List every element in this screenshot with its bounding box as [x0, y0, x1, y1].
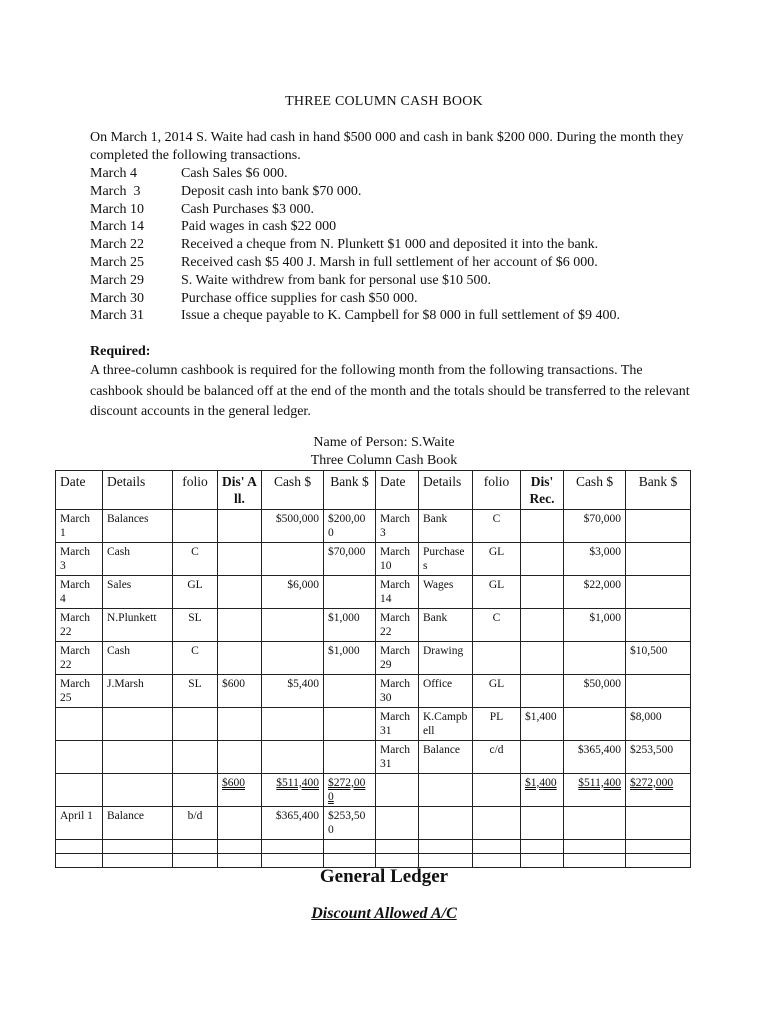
- cell-date: [56, 840, 103, 854]
- header-date: Date: [376, 471, 419, 510]
- cell-cash: [564, 807, 626, 840]
- cell-discount-allowed: [218, 840, 262, 854]
- cell-details: Office: [419, 675, 473, 708]
- cell-folio: [173, 741, 218, 774]
- header-details: Details: [103, 471, 173, 510]
- cell-cash: $500,000: [262, 510, 324, 543]
- header-cash: Cash $: [262, 471, 324, 510]
- cell-folio: [473, 642, 521, 675]
- cell-date: April 1: [56, 807, 103, 840]
- cell-folio: SL: [173, 609, 218, 642]
- header-folio: folio: [173, 471, 218, 510]
- cashbook-title: Three Column Cash Book: [310, 453, 458, 468]
- required-text: A three-column cashbook is required for the following month from the following transactions. The cashbook should be balanced off at the end of the month and the totals should be transferred to the relevant discount accounts in the general ledger.: [90, 363, 690, 419]
- cell-bank: $1,000: [324, 609, 376, 642]
- transaction-text: Cash Purchases $3 000.: [181, 201, 314, 217]
- transaction-item: [90, 218, 620, 236]
- cell-cash: $1,000: [564, 609, 626, 642]
- cell-folio: C: [173, 642, 218, 675]
- transaction-date: March 10: [90, 201, 145, 217]
- cell-bank: [324, 708, 376, 741]
- transaction-date: March 14: [90, 219, 145, 235]
- header-discount-received: Dis' Rec.: [521, 471, 564, 510]
- cell-discount-received: [521, 675, 564, 708]
- transaction-item: [90, 272, 620, 290]
- transaction-text: Issue a cheque payable to K. Campbell for $8 000 in full settlement of $9 400.: [181, 308, 620, 324]
- cell-folio: c/d: [473, 741, 521, 774]
- cell-bank: [626, 840, 691, 854]
- cell-details: Sales: [103, 576, 173, 609]
- cell-details: Balance: [103, 807, 173, 840]
- cell-bank: [626, 609, 691, 642]
- cell-discount-received: [521, 642, 564, 675]
- cell-bank: $253,500: [626, 741, 691, 774]
- cell-cash: $22,000: [564, 576, 626, 609]
- table-row: [56, 741, 691, 774]
- table-row: [56, 642, 691, 675]
- transaction-item: [90, 165, 620, 183]
- cell-date: March 1: [56, 510, 103, 543]
- cell-cash: $511,400: [262, 774, 324, 807]
- cell-cash: [564, 840, 626, 854]
- transaction-text: Paid wages in cash $22 000: [181, 219, 337, 235]
- transaction-item: [90, 236, 620, 254]
- table-row: [56, 675, 691, 708]
- transaction-date: March 4: [90, 166, 138, 181]
- table-row: [56, 609, 691, 642]
- page-title: THREE COLUMN CASH BOOK: [285, 94, 483, 109]
- cell-date: [56, 774, 103, 807]
- cell-date: March 22: [56, 642, 103, 675]
- cell-date: March 30: [376, 675, 419, 708]
- cell-cash: [564, 708, 626, 741]
- cell-discount-allowed: [218, 642, 262, 675]
- cell-discount-received: [521, 741, 564, 774]
- header-details: Details: [419, 471, 473, 510]
- cell-bank: $272,000: [324, 774, 376, 807]
- cell-discount-received: $1,400: [521, 774, 564, 807]
- cell-details: [103, 774, 173, 807]
- cell-folio: PL: [473, 708, 521, 741]
- cell-discount-allowed: [218, 708, 262, 741]
- cell-bank: [626, 510, 691, 543]
- cell-discount-received: [521, 543, 564, 576]
- cell-bank: [626, 543, 691, 576]
- name-of-person: Name of Person: S.Waite: [313, 435, 455, 450]
- cell-details: [103, 708, 173, 741]
- cell-discount-allowed: $600: [218, 675, 262, 708]
- cell-bank: [324, 840, 376, 854]
- cell-date: March 22: [56, 609, 103, 642]
- transaction-text: Purchase office supplies for cash $50 000.: [181, 290, 418, 306]
- cell-folio: C: [173, 543, 218, 576]
- header-folio: folio: [473, 471, 521, 510]
- cell-date: [376, 840, 419, 854]
- cell-folio: [173, 510, 218, 543]
- discount-allowed-heading: Discount Allowed A/C: [311, 905, 457, 922]
- cell-cash: [262, 840, 324, 854]
- header-date: Date: [56, 471, 103, 510]
- cashbook-table: [55, 470, 691, 868]
- cell-discount-allowed: [218, 576, 262, 609]
- transaction-text: Deposit cash into bank $70 000.: [181, 183, 362, 199]
- cell-cash: [262, 609, 324, 642]
- cell-bank: [324, 576, 376, 609]
- cell-folio: b/d: [173, 807, 218, 840]
- header-discount-allowed: Dis' All.: [218, 471, 262, 510]
- cell-folio: GL: [173, 576, 218, 609]
- cell-discount-allowed: [218, 543, 262, 576]
- cell-folio: [173, 774, 218, 807]
- cell-discount-allowed: [218, 609, 262, 642]
- cell-cash: [262, 642, 324, 675]
- transaction-text: Cash Sales $6 000.: [181, 166, 288, 181]
- transaction-list: [90, 165, 620, 325]
- cell-date: March 3: [56, 543, 103, 576]
- cell-folio: GL: [473, 543, 521, 576]
- table-row: [56, 807, 691, 840]
- cell-cash: [262, 543, 324, 576]
- cell-folio: [173, 840, 218, 854]
- cell-folio: GL: [473, 675, 521, 708]
- cell-discount-received: [521, 840, 564, 854]
- cell-date: March 31: [376, 708, 419, 741]
- cell-bank: [626, 576, 691, 609]
- cell-bank: $8,000: [626, 708, 691, 741]
- cell-details: Cash: [103, 543, 173, 576]
- cell-date: March 14: [376, 576, 419, 609]
- cell-cash: [564, 642, 626, 675]
- cell-details: N.Plunkett: [103, 609, 173, 642]
- cell-folio: [173, 708, 218, 741]
- cell-bank: [626, 807, 691, 840]
- cell-folio: [473, 840, 521, 854]
- required-label: Required:: [90, 344, 151, 359]
- cell-cash: $3,000: [564, 543, 626, 576]
- cell-details: Bank: [419, 609, 473, 642]
- cell-cash: $70,000: [564, 510, 626, 543]
- transaction-date: March 29: [90, 272, 145, 288]
- cell-date: [376, 774, 419, 807]
- cell-details: [419, 807, 473, 840]
- cell-bank: $272,000: [626, 774, 691, 807]
- table-row: [56, 543, 691, 576]
- cell-cash: $5,400: [262, 675, 324, 708]
- cell-details: [103, 840, 173, 854]
- cell-date: [376, 807, 419, 840]
- cell-cash: $365,400: [564, 741, 626, 774]
- cell-details: Balances: [103, 510, 173, 543]
- cell-discount-received: [521, 576, 564, 609]
- cell-folio: [473, 807, 521, 840]
- cell-details: Bank: [419, 510, 473, 543]
- transaction-date: March 22: [90, 237, 145, 253]
- cell-bank: $10,500: [626, 642, 691, 675]
- transaction-date: March 30: [90, 290, 145, 306]
- cell-date: March 25: [56, 675, 103, 708]
- transaction-date: March 3: [90, 183, 141, 199]
- cell-date: March 29: [376, 642, 419, 675]
- cell-folio: GL: [473, 576, 521, 609]
- cell-folio: C: [473, 609, 521, 642]
- cell-bank: $253,500: [324, 807, 376, 840]
- cell-cash: $365,400: [262, 807, 324, 840]
- cell-discount-allowed: [218, 741, 262, 774]
- cell-folio: [473, 774, 521, 807]
- header-bank: Bank $: [324, 471, 376, 510]
- cell-details: J.Marsh: [103, 675, 173, 708]
- cell-date: March 4: [56, 576, 103, 609]
- cell-date: March 22: [376, 609, 419, 642]
- cell-details: Drawing: [419, 642, 473, 675]
- cell-details: [103, 741, 173, 774]
- general-ledger-heading: General Ledger: [319, 866, 449, 887]
- cell-details: [419, 774, 473, 807]
- cell-bank: $1,000: [324, 642, 376, 675]
- transaction-date: March 25: [90, 254, 145, 270]
- cell-details: K.Campbell: [419, 708, 473, 741]
- cell-details: Purchases: [419, 543, 473, 576]
- cell-cash: $6,000: [262, 576, 324, 609]
- cell-discount-allowed: [218, 510, 262, 543]
- transaction-text: Received a cheque from N. Plunkett $1 000 and deposited it into the bank.: [181, 237, 599, 253]
- cell-details: Balance: [419, 741, 473, 774]
- table-row: [56, 510, 691, 543]
- transaction-text: S. Waite withdrew from bank for personal use $10 500.: [181, 272, 492, 288]
- cell-date: March 31: [376, 741, 419, 774]
- cell-date: March 10: [376, 543, 419, 576]
- transaction-text: Received cash $5 400 J. Marsh in full settlement of her account of $6 000.: [181, 254, 598, 270]
- intro-paragraph: On March 1, 2014 S. Waite had cash in hand $500 000 and cash in bank $200 000. During the month they completed the following transactions.: [90, 130, 684, 163]
- cell-folio: C: [473, 510, 521, 543]
- cell-details: Cash: [103, 642, 173, 675]
- cell-cash: [262, 741, 324, 774]
- cell-discount-allowed: [218, 807, 262, 840]
- cell-discount-received: [521, 609, 564, 642]
- cell-bank: [324, 675, 376, 708]
- cell-folio: SL: [173, 675, 218, 708]
- cell-date: March 3: [376, 510, 419, 543]
- cell-date: [56, 741, 103, 774]
- cell-details: Wages: [419, 576, 473, 609]
- header-bank: Bank $: [626, 471, 691, 510]
- cell-discount-received: $1,400: [521, 708, 564, 741]
- cell-discount-received: [521, 510, 564, 543]
- transaction-item: [90, 307, 620, 325]
- table-row: [56, 576, 691, 609]
- cell-details: [419, 840, 473, 854]
- table-row: [56, 708, 691, 741]
- header-row: [56, 471, 691, 510]
- transaction-item: [90, 183, 620, 201]
- header-cash: Cash $: [564, 471, 626, 510]
- cell-date: [56, 708, 103, 741]
- cell-cash: $511,400: [564, 774, 626, 807]
- transaction-item: [90, 201, 620, 219]
- transaction-item: [90, 254, 620, 272]
- cell-discount-allowed: $600: [218, 774, 262, 807]
- transaction-date: March 31: [90, 308, 145, 324]
- transaction-item: [90, 290, 620, 308]
- cell-discount-received: [521, 807, 564, 840]
- cell-bank: $70,000: [324, 543, 376, 576]
- cell-bank: [626, 675, 691, 708]
- table-row: [56, 774, 691, 807]
- table-row: [56, 840, 691, 854]
- cell-cash: [262, 708, 324, 741]
- cell-bank: $200,000: [324, 510, 376, 543]
- cell-cash: $50,000: [564, 675, 626, 708]
- cell-bank: [324, 741, 376, 774]
